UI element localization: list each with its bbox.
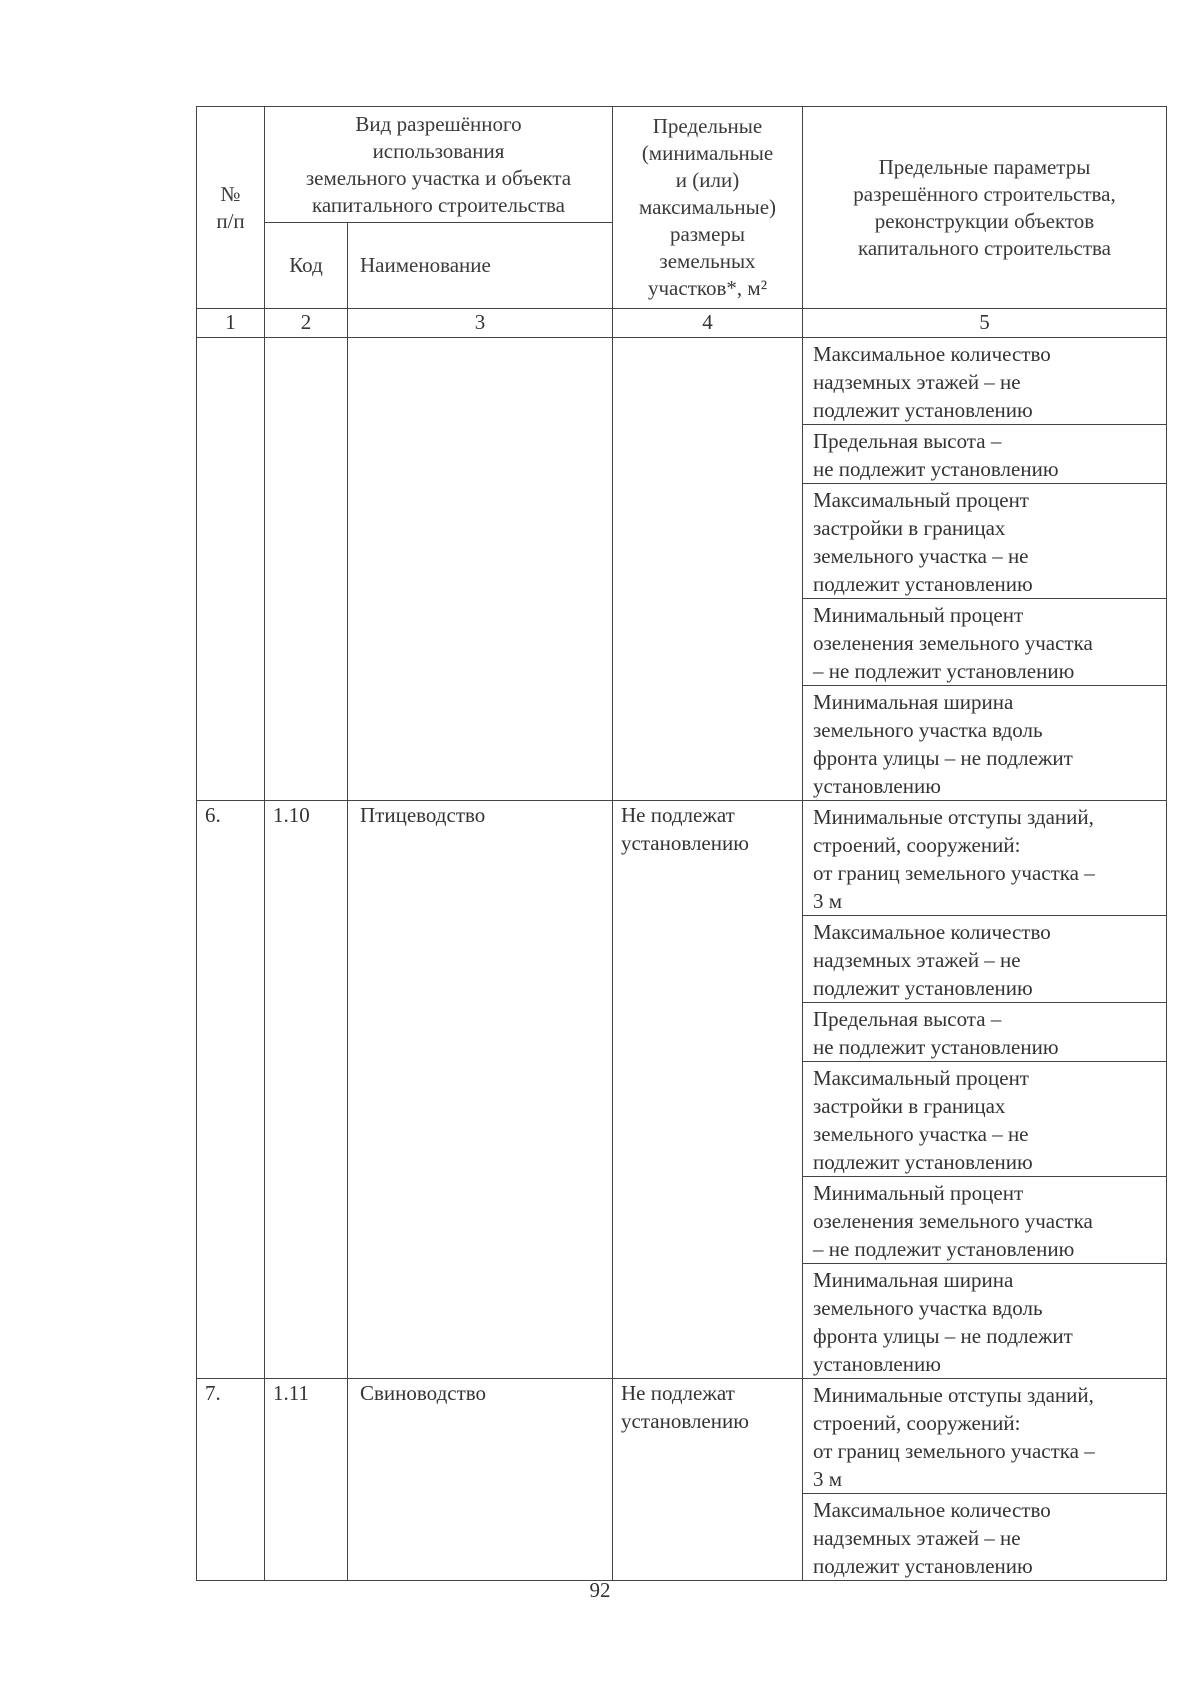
header-num — [197, 107, 265, 309]
size-line: Не подлежат — [621, 1381, 735, 1405]
param-line: Минимальная ширина — [813, 690, 1014, 714]
param-line: 3 м — [813, 889, 843, 913]
row-name — [348, 338, 613, 801]
table-row — [197, 338, 1167, 801]
row-num — [197, 338, 265, 801]
param-cell — [803, 1264, 1166, 1378]
param-line: надземных этажей – не — [813, 948, 1021, 972]
column-number: 2 — [265, 309, 348, 338]
param-line: подлежит установлению — [813, 1554, 1033, 1578]
param-line: озеленения земельного участка — [813, 1209, 1093, 1233]
header-params-line: реконструкции объектов — [874, 208, 1095, 233]
param-line: земельного участка – не — [813, 1122, 1029, 1146]
table-row — [197, 801, 1167, 1379]
param-line: застройки в границах — [813, 516, 1006, 540]
column-number: 1 — [197, 309, 265, 338]
param-line: подлежит установлению — [813, 1150, 1033, 1174]
param-line: земельного участка вдоль — [813, 1296, 1043, 1320]
param-line: Максимальное количество — [813, 342, 1051, 366]
param-line: Минимальный процент — [813, 603, 1024, 627]
row-num: 7. — [197, 1379, 265, 1581]
param-cell — [803, 801, 1166, 916]
param-cell — [803, 1494, 1166, 1580]
header-name: Наименование — [348, 223, 613, 309]
size-line: установлению — [621, 1409, 749, 1433]
header-vid-line: земельного участка и объекта — [305, 165, 572, 190]
param-line: надземных этажей – не — [813, 1526, 1021, 1550]
param-line: надземных этажей – не — [813, 370, 1021, 394]
header-sizes — [613, 107, 803, 309]
param-line: застройки в границах — [813, 1094, 1006, 1118]
param-line: Минимальные отступы зданий, — [813, 805, 1094, 829]
param-line: установлению — [813, 774, 941, 798]
param-line: подлежит установлению — [813, 572, 1033, 596]
param-line: – не подлежит установлению — [813, 1237, 1075, 1261]
param-line: Предельная высота – — [813, 429, 1002, 453]
param-line: Предельная высота – — [813, 1007, 1002, 1031]
param-line: озеленения земельного участка — [813, 631, 1093, 655]
param-cell — [803, 916, 1166, 1003]
column-number: 5 — [803, 309, 1167, 338]
row-name: Свиноводство — [348, 1379, 613, 1581]
param-line: – не подлежит установлению — [813, 659, 1075, 683]
header-vid-line: использования — [372, 138, 505, 163]
header-sizes-line: земельных — [659, 249, 756, 273]
header-num-line: № — [220, 181, 241, 206]
header-sizes-line: и (или) — [675, 168, 740, 192]
header-sizes-line: участков*, м² — [647, 276, 768, 300]
param-line: Минимальная ширина — [813, 1268, 1014, 1292]
header-sizes-line: максимальные) — [638, 195, 777, 219]
param-line: Максимальное количество — [813, 1498, 1051, 1522]
param-line: не подлежит установлению — [813, 457, 1059, 481]
param-line: подлежит установлению — [813, 976, 1033, 1000]
param-line: строений, сооружений: — [813, 1411, 1021, 1435]
row-size — [613, 338, 803, 801]
param-line: Максимальное количество — [813, 920, 1051, 944]
row-size — [613, 801, 803, 1379]
param-line: земельного участка вдоль — [813, 718, 1043, 742]
table-row — [197, 1379, 1167, 1581]
column-number: 4 — [613, 309, 803, 338]
row-params — [803, 801, 1167, 1379]
header-params-line: Предельные параметры — [878, 154, 1091, 179]
page-number: 92 — [589, 1578, 611, 1602]
param-cell — [803, 1062, 1166, 1177]
header-vid-line: капитального строительства — [312, 192, 565, 217]
param-cell — [803, 338, 1166, 425]
row-code: 1.10 — [265, 801, 348, 1379]
param-line: фронта улицы – не подлежит — [813, 1324, 1073, 1348]
param-line: фронта улицы – не подлежит — [813, 746, 1073, 770]
header-sizes-line: (минимальные — [641, 141, 774, 165]
row-code: 1.11 — [265, 1379, 348, 1581]
row-code — [265, 338, 348, 801]
header-vid — [265, 107, 613, 223]
param-line: от границ земельного участка – — [813, 1439, 1095, 1463]
param-line: не подлежит установлению — [813, 1035, 1059, 1059]
header-sizes-line: Предельные — [652, 114, 763, 138]
param-line: 3 м — [813, 1467, 843, 1491]
header-params-line: капитального строительства — [858, 235, 1111, 260]
header-num-line: п/п — [216, 208, 245, 233]
param-line: земельного участка – не — [813, 544, 1029, 568]
param-cell — [803, 1003, 1166, 1062]
header-code: Код — [265, 223, 348, 309]
row-params — [803, 1379, 1167, 1581]
param-cell — [803, 1177, 1166, 1264]
param-cell — [803, 1379, 1166, 1494]
column-numbers-row — [197, 309, 1167, 338]
header-params-line: разрешённого строительства, — [853, 181, 1116, 206]
param-line: от границ земельного участка – — [813, 861, 1095, 885]
param-line: установлению — [813, 1352, 941, 1376]
param-cell — [803, 484, 1166, 599]
size-line: Не подлежат — [621, 803, 735, 827]
size-line: установлению — [621, 831, 749, 855]
param-line: Минимальные отступы зданий, — [813, 1383, 1094, 1407]
param-line: подлежит установлению — [813, 398, 1033, 422]
param-cell — [803, 686, 1166, 800]
param-cell — [803, 599, 1166, 686]
param-line: Максимальный процент — [813, 1066, 1029, 1090]
header-vid-line: Вид разрешённого — [355, 111, 522, 136]
param-line: строений, сооружений: — [813, 833, 1021, 857]
param-line: Минимальный процент — [813, 1181, 1024, 1205]
param-line: Максимальный процент — [813, 488, 1029, 512]
row-size — [613, 1379, 803, 1581]
regulations-table — [196, 106, 1167, 1581]
row-name: Птицеводство — [348, 801, 613, 1379]
row-num: 6. — [197, 801, 265, 1379]
row-params — [803, 338, 1167, 801]
param-cell — [803, 425, 1166, 484]
column-number: 3 — [348, 309, 613, 338]
header-params — [803, 107, 1167, 309]
header-sizes-line: размеры — [669, 222, 746, 246]
